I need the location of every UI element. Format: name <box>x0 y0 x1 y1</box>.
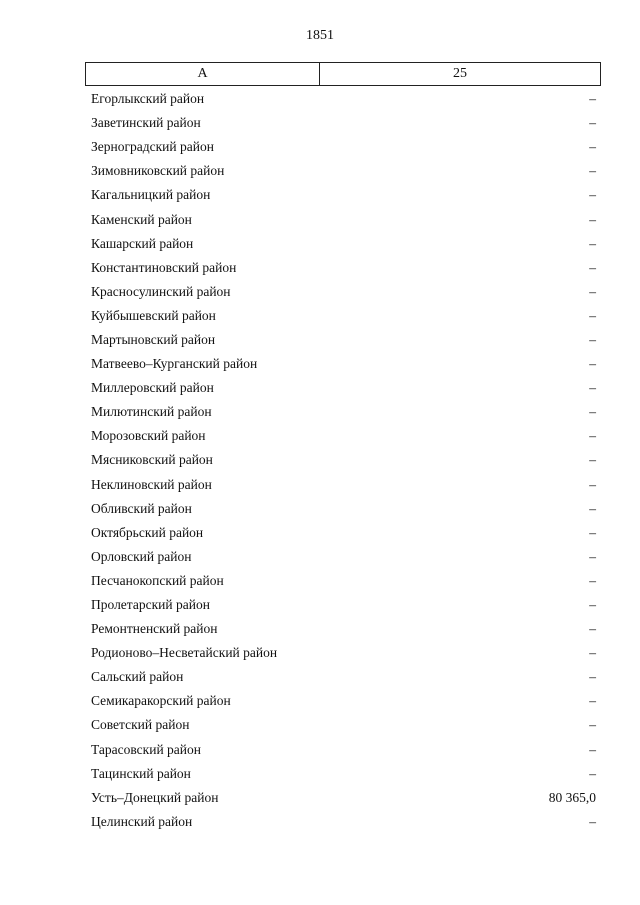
district-value: – <box>589 741 596 757</box>
table-row <box>91 448 596 472</box>
district-value: – <box>589 524 596 540</box>
district-value: – <box>589 307 596 323</box>
table-row <box>91 135 596 159</box>
district-name: Тарасовский район <box>91 741 201 757</box>
table-row <box>91 593 596 617</box>
district-value: – <box>589 331 596 347</box>
district-name: Константиновский район <box>91 259 237 275</box>
district-value: – <box>589 187 596 203</box>
table-row <box>91 713 596 737</box>
district-name: Октябрьский район <box>91 524 204 540</box>
district-name: Сальский район <box>91 669 184 685</box>
district-value: – <box>589 115 596 131</box>
district-value: – <box>589 572 596 588</box>
district-value: – <box>589 380 596 396</box>
table-header <box>85 62 601 86</box>
header-col-b: 25 <box>453 66 467 81</box>
table-row <box>91 183 596 207</box>
table-row <box>91 473 596 497</box>
table-row <box>91 810 596 834</box>
district-value: – <box>589 621 596 637</box>
district-value: – <box>589 645 596 661</box>
table-row <box>91 232 596 256</box>
table-row <box>91 738 596 762</box>
table-row <box>91 111 596 135</box>
table-row <box>91 521 596 545</box>
district-name: Ремонтненский район <box>91 621 218 637</box>
table-row <box>91 352 596 376</box>
table-row <box>91 304 596 328</box>
district-value: – <box>589 452 596 468</box>
table-row <box>91 207 596 231</box>
district-name: Егорлыкский район <box>91 91 205 107</box>
district-name: Мартыновский район <box>91 331 216 347</box>
table-row <box>91 497 596 521</box>
district-value: – <box>589 717 596 733</box>
district-value: – <box>589 693 596 709</box>
table-row <box>91 545 596 569</box>
district-name: Мясниковский район <box>91 452 213 468</box>
table-row <box>91 786 596 810</box>
table-row <box>91 87 596 111</box>
district-name: Обливский район <box>91 500 192 516</box>
district-value: – <box>589 356 596 372</box>
district-value: 80 365,0 <box>548 789 596 805</box>
table-row <box>91 280 596 304</box>
district-name: Зимовниковский район <box>91 163 225 179</box>
table-row <box>91 665 596 689</box>
district-value: – <box>589 669 596 685</box>
district-name: Милютинский район <box>91 404 212 420</box>
district-name: Зерноградский район <box>91 139 214 155</box>
district-value: – <box>589 765 596 781</box>
district-value: – <box>589 283 596 299</box>
district-name: Красносулинский район <box>91 283 231 299</box>
district-value: – <box>589 428 596 444</box>
district-value: – <box>589 813 596 829</box>
district-value: – <box>589 235 596 251</box>
district-name: Семикаракорский район <box>91 693 231 709</box>
district-name: Родионово–Несветайский район <box>91 645 278 661</box>
district-name: Неклиновский район <box>91 476 212 492</box>
table-row <box>91 400 596 424</box>
district-name: Кагальницкий район <box>91 187 211 203</box>
district-value: – <box>589 500 596 516</box>
district-value: – <box>589 91 596 107</box>
district-name: Целинский район <box>91 813 193 829</box>
table-row <box>91 328 596 352</box>
table-body <box>91 87 596 834</box>
district-name: Тацинский район <box>91 765 191 781</box>
district-value: – <box>589 597 596 613</box>
page-number: 1851 <box>306 28 334 43</box>
district-name: Матвеево–Курганский район <box>91 356 258 372</box>
district-value: – <box>589 548 596 564</box>
district-value: – <box>589 163 596 179</box>
district-value: – <box>589 139 596 155</box>
district-name: Кашарский район <box>91 235 194 251</box>
district-name: Миллеровский район <box>91 380 214 396</box>
table-row <box>91 569 596 593</box>
table-row <box>91 762 596 786</box>
district-name: Усть–Донецкий район <box>91 789 219 805</box>
table-row <box>91 641 596 665</box>
district-name: Орловский район <box>91 548 192 564</box>
table-row <box>91 256 596 280</box>
district-name: Каменский район <box>91 211 192 227</box>
table-row <box>91 689 596 713</box>
table-row <box>91 376 596 400</box>
district-name: Песчанокопский район <box>91 572 224 588</box>
table-row <box>91 159 596 183</box>
header-col-a: А <box>86 63 320 85</box>
district-value: – <box>589 404 596 420</box>
district-name: Заветинский район <box>91 115 201 131</box>
district-name: Советский район <box>91 717 190 733</box>
district-value: – <box>589 476 596 492</box>
district-name: Куйбышевский район <box>91 307 216 323</box>
table-row <box>91 617 596 641</box>
district-value: – <box>589 211 596 227</box>
table-row <box>91 424 596 448</box>
district-name: Морозовский район <box>91 428 206 444</box>
district-name: Пролетарский район <box>91 597 210 613</box>
district-value: – <box>589 259 596 275</box>
